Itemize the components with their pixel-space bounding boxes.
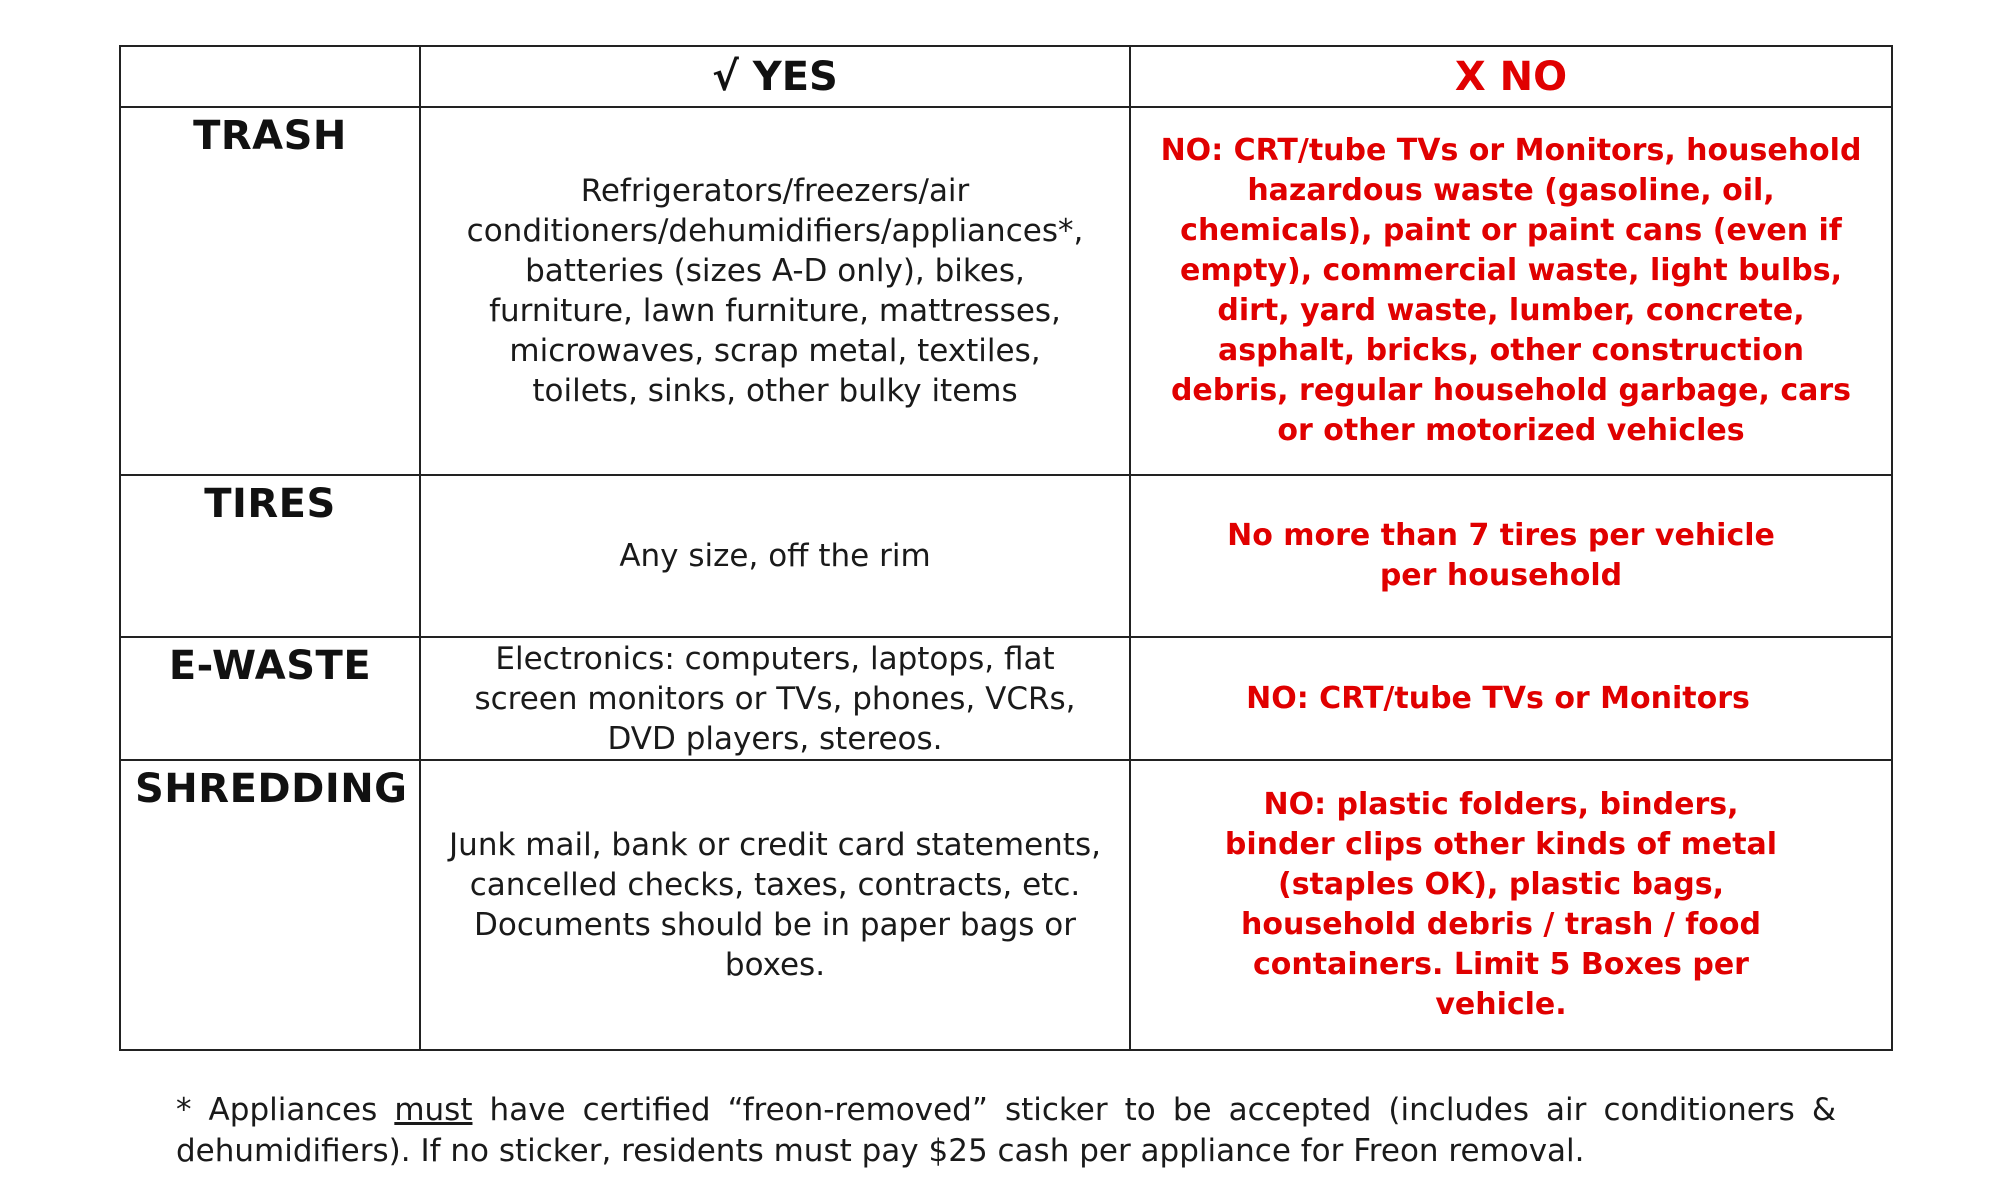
trash-rejected-items: NO: CRT/tube TVs or Monitors, household hazardous waste (gasoline, oil, chemicals), paint or paint cans (even if empty), commercial waste, light bulbs, dirt, yard waste, lumber, concrete, asphalt, bricks, other construction debris, regular household garbage, cars or other motorized vehicles (1130, 107, 1892, 475)
header-blank-cell (120, 46, 420, 107)
footnote-emphasis: must (394, 1092, 473, 1128)
category-shredding: SHREDDING (120, 760, 420, 1050)
acceptance-table (119, 45, 1893, 1051)
category-e-waste: E-WASTE (120, 637, 420, 760)
yes-column-header: √ YES (420, 46, 1130, 107)
footnote-prefix: * Appliances (176, 1092, 395, 1128)
shredding-accepted-items: Junk mail, bank or credit card statements, cancelled checks, taxes, contracts, etc. Documents should be in paper bags or boxes. (420, 760, 1130, 1050)
footnote-suffix: have certified “freon-removed” sticker to be accepted (includes air conditioners & dehumidifiers). If no sticker, residents must pay $25 cash per appliance for Freon removal. (176, 1092, 1836, 1169)
category-tires: TIRES (120, 475, 420, 637)
no-column-header: X NO (1130, 46, 1892, 107)
table-row-trash (120, 107, 1892, 475)
category-trash: TRASH (120, 107, 420, 475)
table-row-shredding (120, 760, 1892, 1050)
table-header-row (120, 46, 1892, 107)
appliance-footnote (176, 1090, 1836, 1172)
table-row-tires (120, 475, 1892, 637)
tires-accepted-items: Any size, off the rim (420, 475, 1130, 637)
trash-accepted-items: Refrigerators/freezers/air conditioners/dehumidifiers/appliances*, batteries (sizes A-D only), bikes, furniture, lawn furniture, mattresses, microwaves, scrap metal, textiles, toilets, sinks, other bulky items (420, 107, 1130, 475)
shredding-rejected-items: NO: plastic folders, binders, binder clips other kinds of metal (staples OK), plastic bags, household debris / trash / food containers. Limit 5 Boxes per vehicle. (1130, 760, 1892, 1050)
tires-rejected-items: No more than 7 tires per vehicle per household (1130, 475, 1892, 637)
table-row-e-waste (120, 637, 1892, 760)
e-waste-accepted-items: Electronics: computers, laptops, flat screen monitors or TVs, phones, VCRs, DVD players, stereos. (420, 637, 1130, 760)
e-waste-rejected-items: NO: CRT/tube TVs or Monitors (1130, 637, 1892, 760)
